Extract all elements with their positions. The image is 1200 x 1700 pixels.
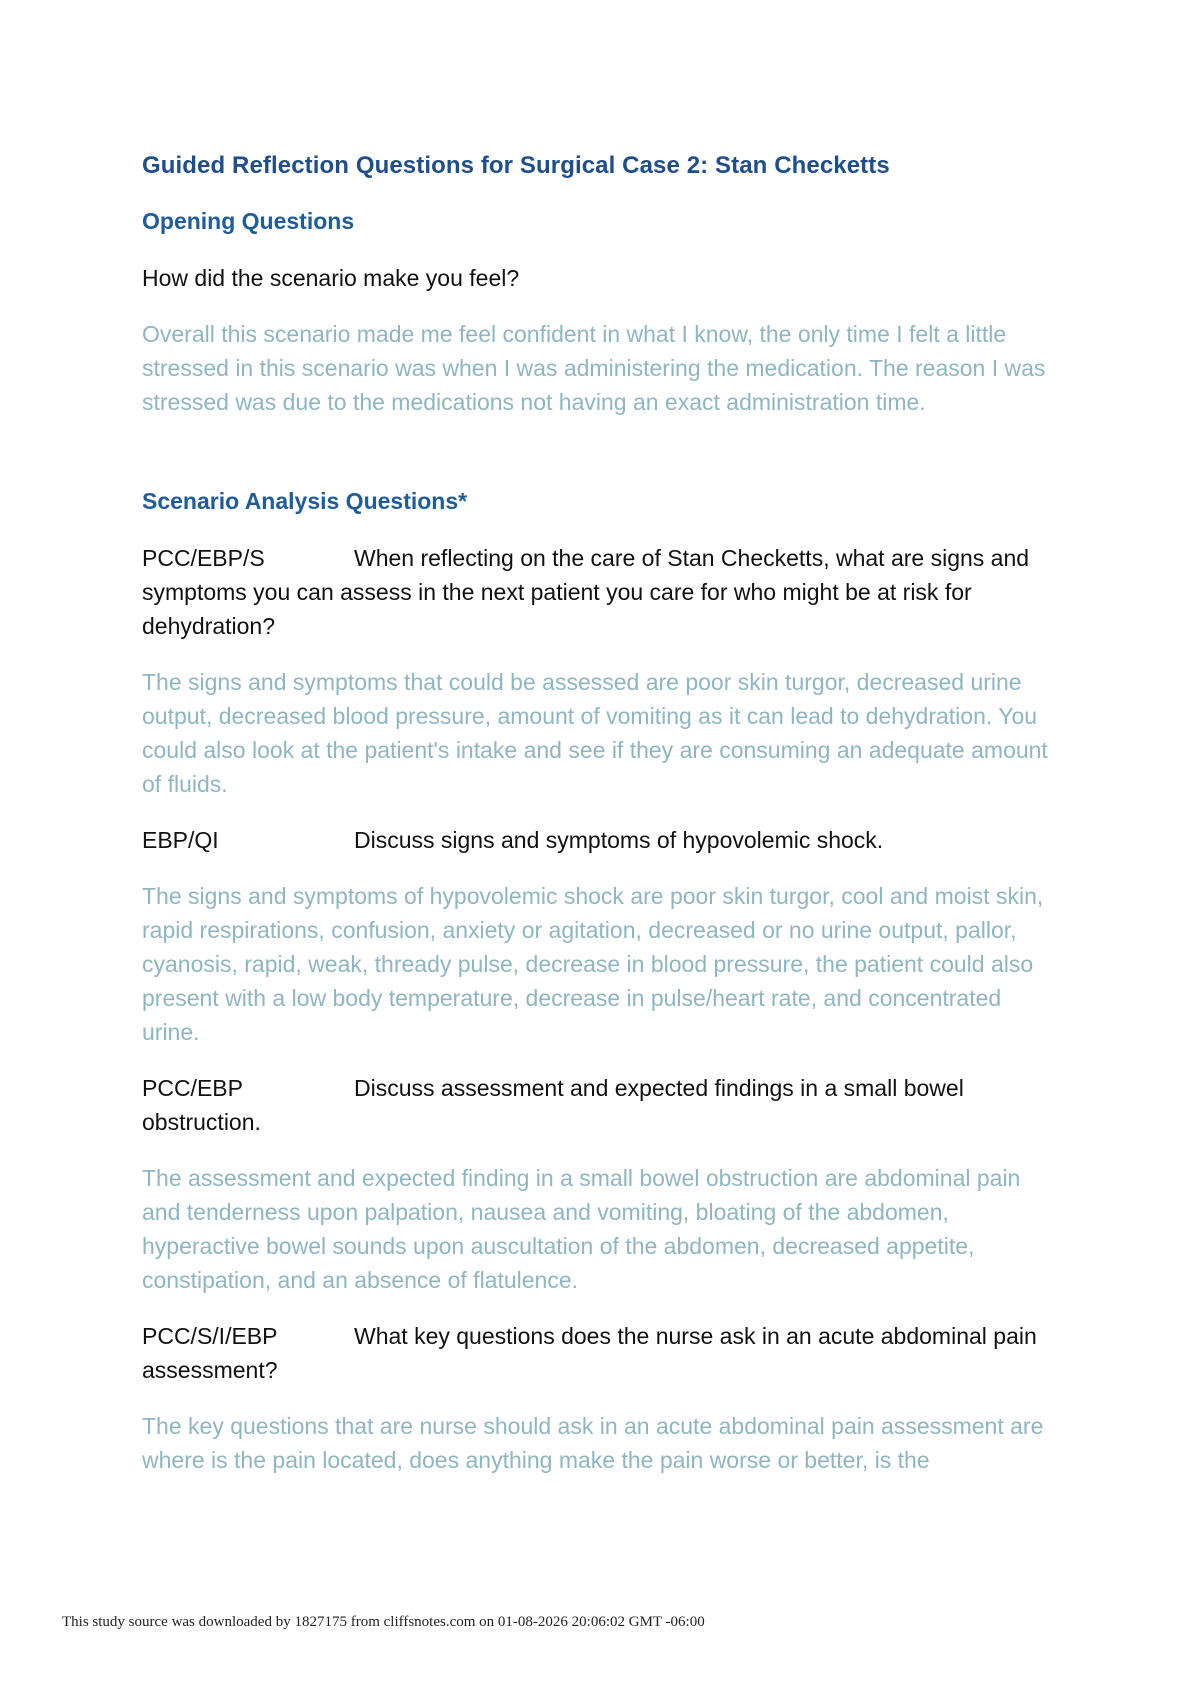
analysis-answer: The key questions that are nurse should ask in an acute abdominal pain assessment are where is the pain located, does anything make the pain worse or better, is the bbox=[142, 1412, 1044, 1473]
document-title: Guided Reflection Questions for Surgical Case 2: Stan Checketts bbox=[142, 152, 890, 179]
analysis-answer: The signs and symptoms of hypovolemic shock are poor skin turgor, cool and moist skin, rapid respirations, confusion, anxiety or agitation, decreased or no urine output, pallor, cyanosis, rapid, weak, thready pulse, decrease in blood pressure, the patient could also present with a low body temperature, decrease in pulse/heart rate, and concentrated urine. bbox=[142, 882, 1044, 1045]
opening-questions-heading: Opening Questions bbox=[142, 208, 355, 235]
competency-code: EBP/QI bbox=[142, 826, 219, 853]
scenario-analysis-heading: Scenario Analysis Questions* bbox=[142, 488, 468, 515]
document-page bbox=[142, 150, 1062, 1499]
competency-code: PCC/S/I/EBP bbox=[142, 1322, 278, 1349]
analysis-item bbox=[142, 541, 1062, 801]
analysis-answer: The assessment and expected finding in a small bowel obstruction are abdominal pain and tenderness upon palpation, nausea and vomiting, bloating of the abdomen, hyperactive bowel sounds upon auscultation of the abdomen, decreased appetite, constipation, and an absence of flatulence. bbox=[142, 1164, 1021, 1293]
download-source-footer: This study source was downloaded by 1827175 from cliffsnotes.com on 01-08-2026 20:06:02 GMT -06:00 bbox=[62, 1614, 705, 1630]
opening-answer: Overall this scenario made me feel confident in what I know, the only time I felt a little stressed in this scenario was when I was administering the medication. The reason I was stressed was due to the medications not having an exact administration time. bbox=[142, 321, 1046, 416]
question-text: Discuss assessment and expected findings in a small bowel obstruction. bbox=[142, 1074, 964, 1135]
analysis-question bbox=[142, 823, 1062, 857]
analysis-item bbox=[142, 823, 1062, 1049]
analysis-item bbox=[142, 1071, 1062, 1297]
competency-code: PCC/EBP/S bbox=[142, 544, 265, 571]
question-text: When reflecting on the care of Stan Checketts, what are signs and symptoms you can assess in the next patient you care for who might be at risk for dehydration? bbox=[142, 544, 1030, 639]
analysis-question bbox=[142, 541, 1062, 643]
question-text: Discuss signs and symptoms of hypovolemic shock. bbox=[354, 826, 884, 853]
opening-question: How did the scenario make you feel? bbox=[142, 265, 520, 292]
analysis-answer: The signs and symptoms that could be assessed are poor skin turgor, decreased urine output, decreased blood pressure, amount of vomiting as it can lead to dehydration. You could also look at the patient's intake and see if they are consuming an adequate amount of fluids. bbox=[142, 668, 1048, 797]
question-text: What key questions does the nurse ask in an acute abdominal pain assessment? bbox=[142, 1322, 1037, 1383]
analysis-item bbox=[142, 1319, 1062, 1477]
analysis-question bbox=[142, 1319, 1062, 1387]
competency-code: PCC/EBP bbox=[142, 1074, 243, 1101]
analysis-question bbox=[142, 1071, 1062, 1139]
